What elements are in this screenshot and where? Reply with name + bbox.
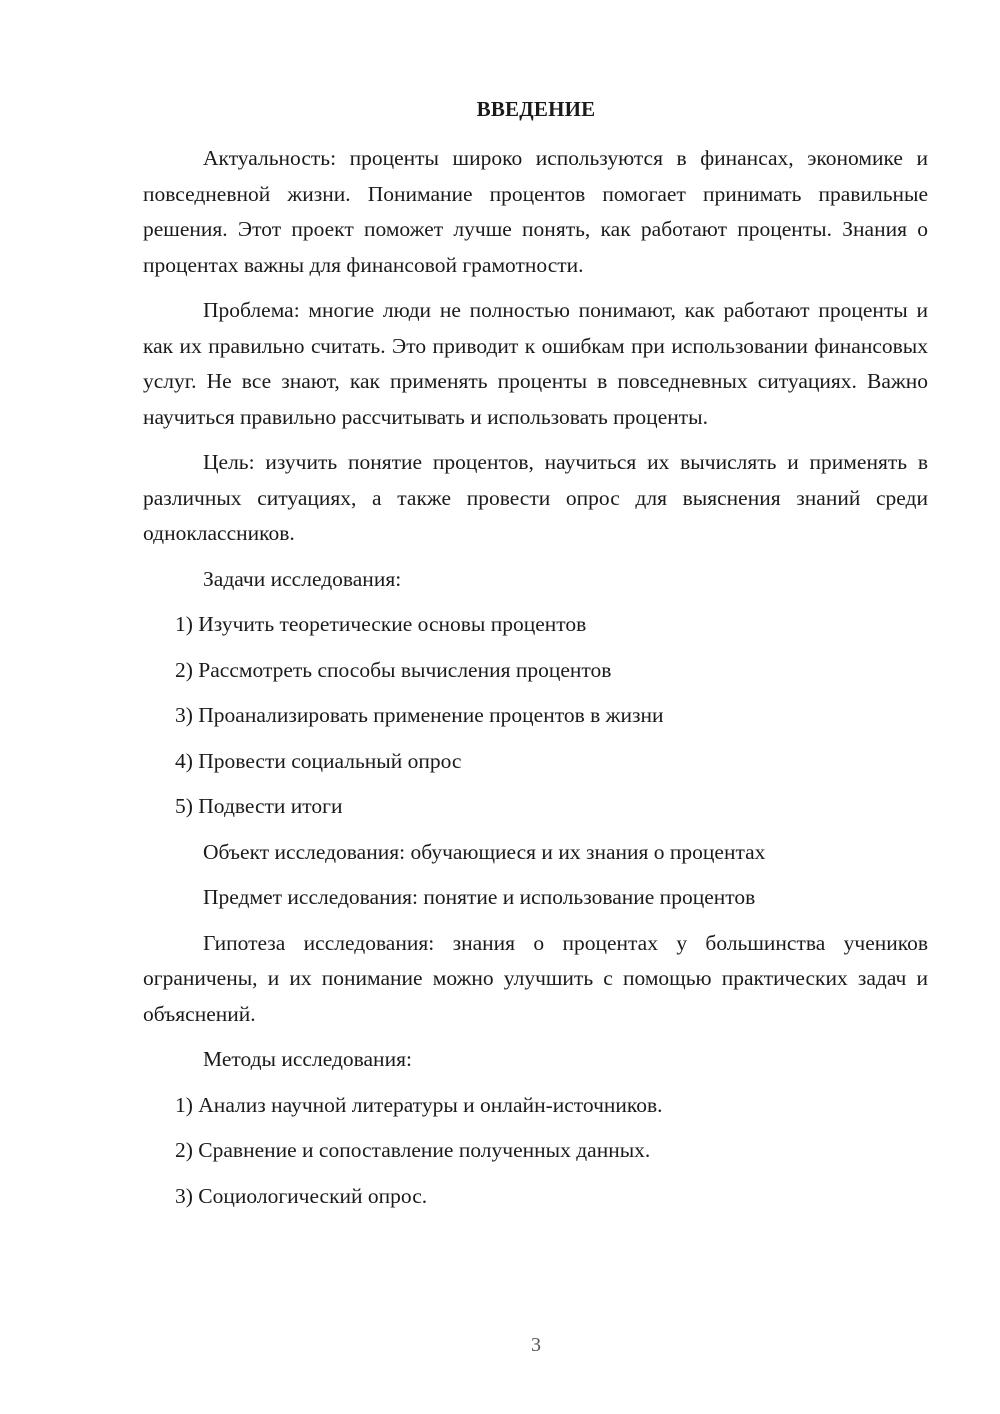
document-body [143, 141, 928, 1224]
paragraph-hypothesis: Гипотеза исследования: знания о процентах у большинства учеников ограничены, и их понимание можно улучшить с помощью практических задач и объяснений. [143, 930, 928, 1026]
methods-heading: Методы исследования: [203, 1047, 412, 1071]
page-title: ВВЕДЕНИЕ [476, 97, 596, 121]
paragraph-problem: Проблема: многие люди не полностью понимают, как работают проценты и как их правильно считать. Это приводит к ошибкам при использовании финансовых услуг. Не все знают, как применять проценты в повседневных ситуациях. Важно научиться правильно рассчитывать и использовать проценты. [143, 298, 928, 429]
list-item: 3) Социологический опрос. [175, 1183, 428, 1208]
list-item: 4) Провести социальный опрос [175, 748, 462, 773]
methods-list [143, 1088, 928, 1215]
tasks-list [143, 607, 928, 825]
paragraph-goal: Цель: изучить понятие процентов, научиться их вычислять и применять в различных ситуациях, а также провести опрос для выяснения знаний среди одноклассников. [143, 450, 928, 545]
tasks-heading: Задачи исследования: [203, 566, 402, 591]
list-item: 2) Рассмотреть способы вычисления процентов [175, 657, 612, 682]
list-item: 2) Сравнение и сопоставление полученных данных. [175, 1138, 651, 1162]
list-item: 5) Подвести итоги [175, 794, 343, 818]
paragraph-relevance: Актуальность: проценты широко используются в финансах, экономике и повседневной жизни. Понимание процентов помогает принимать правильные решения. Этот проект поможет лучше понять, как работают проценты. Знания о процентах важны для финансовой грамотности. [143, 146, 928, 277]
page-number: 3 [531, 1334, 541, 1356]
paragraph-object: Объект исследования: обучающиеся и их знания о процентах [203, 839, 766, 864]
list-item: 3) Проанализировать применение процентов в жизни [175, 703, 664, 727]
paragraph-subject: Предмет исследования: понятие и использование процентов [203, 885, 756, 909]
list-item: 1) Анализ научной литературы и онлайн-источников. [175, 1092, 663, 1117]
list-item: 1) Изучить теоретические основы процентов [175, 612, 587, 636]
